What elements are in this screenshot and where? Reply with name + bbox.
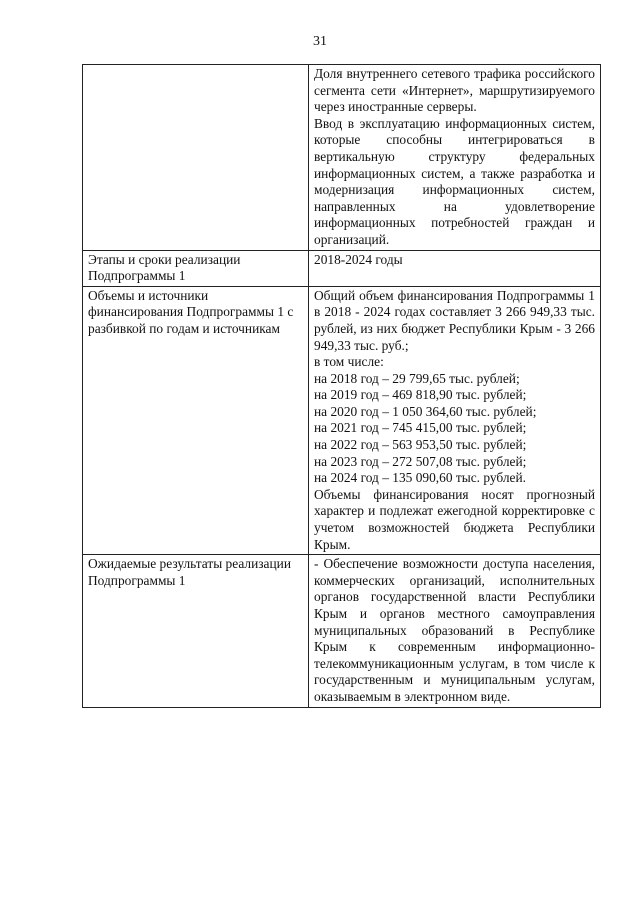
financing-year-line: на 2019 год – 469 818,90 тыс. рублей; — [314, 387, 527, 403]
table-row-financing — [83, 286, 601, 555]
financing-year-line: на 2024 год – 135 090,60 тыс. рублей. — [314, 470, 527, 486]
financing-year-line: на 2023 год – 272 507,08 тыс. рублей; — [314, 453, 527, 469]
table-row-indicators — [83, 65, 601, 251]
indicator-paragraph: Доля внутреннего сетевого трафика российского сегмента сети «Интернет», маршрутизируемого через иностранные серверы. — [314, 66, 595, 115]
financing-intro: Общий объем финансирования Подпрограммы 1 в 2018 - 2024 годах составляет 3 266 949,33 тыс. рублей, из них бюджет Республики Крым - 3 266 949,33 тыс. руб.; — [314, 287, 595, 353]
financing-year-line: на 2020 год – 1 050 364,60 тыс. рублей; — [314, 403, 537, 419]
financing-subtitle: в том числе: — [314, 354, 384, 370]
table-row-results — [83, 555, 601, 707]
financing-year-line: на 2021 год – 745 415,00 тыс. рублей; — [314, 420, 527, 436]
financing-year-line: на 2018 год – 29 799,65 тыс. рублей; — [314, 370, 520, 386]
results-value: - Обеспечение возможности доступа населения, коммерческих организаций, исполнительных органов государственной власти Республики Крым и органов местного самоуправления муниципальных образований в Республике Крым к современным информационно-телекоммуникационным услугам, в том числе к государственным и муниципальным услугам, оказываемым в электронном виде. — [309, 555, 601, 707]
row-label-empty — [83, 65, 309, 251]
subprogram-passport-table — [82, 64, 601, 708]
financing-cell — [309, 286, 601, 555]
indicators-cell — [309, 65, 601, 251]
row-label-stages: Этапы и сроки реализации Подпрограммы 1 — [83, 250, 309, 286]
financing-year-line: на 2022 год – 563 953,50 тыс. рублей; — [314, 437, 527, 453]
page-number: 31 — [313, 34, 327, 49]
table-row-stages — [83, 250, 601, 286]
indicator-paragraph: Ввод в эксплуатацию информационных систем, которые способны интегрироваться в вертикальную структуру федеральных информационных систем, а также разработка и модернизация информационных систем, направленных на удовлетворение информационных потребностей граждан и организаций. — [314, 115, 595, 247]
stages-value: 2018-2024 годы — [309, 250, 601, 286]
row-label-results: Ожидаемые результаты реализации Подпрограммы 1 — [83, 555, 309, 707]
row-label-financing: Объемы и источники финансирования Подпрограммы 1 с разбивкой по годам и источникам — [83, 286, 309, 555]
financing-note: Объемы финансирования носят прогнозный характер и подлежат ежегодной корректировке с учетом возможностей бюджета Республики Крым. — [314, 486, 595, 552]
